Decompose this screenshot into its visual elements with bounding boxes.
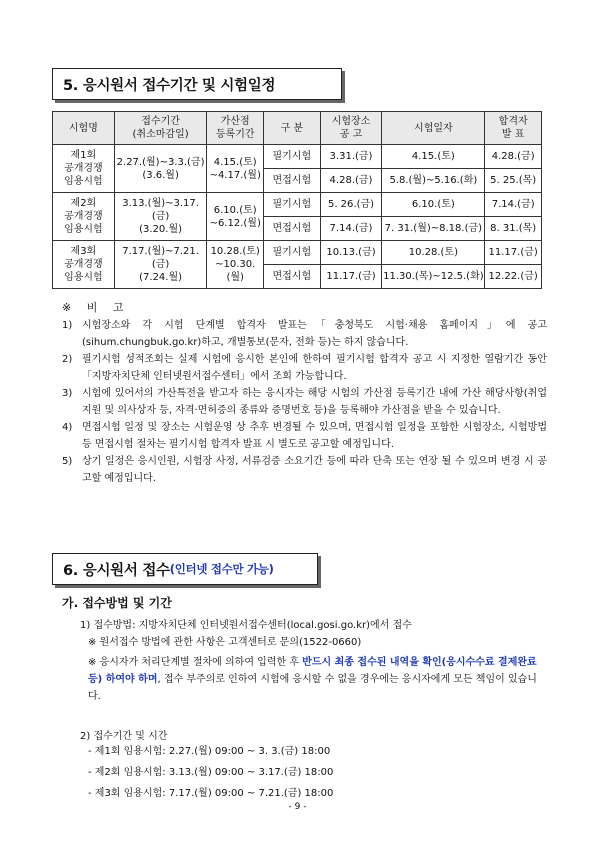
date-cell: 4.15.(토) [382,145,485,169]
date-cell: 10.28.(토) [382,241,485,265]
period-cell: 2.27.(월)~3.3.(금) (3.6.월) [114,145,207,193]
venue-cell: 11.17.(금) [320,265,382,289]
section-6-title: 6. 응시원서 접수 [63,562,170,579]
venue-cell: 10.13.(금) [320,241,382,265]
table-row [53,241,542,265]
type-cell: 필기시험 [264,241,321,265]
date-cell: 7. 31.(월)~8.18.(금) [382,217,485,241]
section-6-title-box [52,553,318,585]
exam-schedule-table [52,111,542,289]
exam-name-cell: 제2회 공개경쟁 임용시험 [53,193,115,241]
period-line: - 제1회 임용시험: 2.27.(월) 09:00 ~ 3. 3.(금) 18:00 [88,746,331,757]
section-5-title-box [52,68,342,100]
exam-name-cell: 제1회 공개경쟁 임용시험 [53,145,115,193]
header-venue: 시험장소 공 고 [320,112,382,145]
list-item: 1) 시험장소와 각 시험 단계별 합격자 발표는「충청북도 시험·채용 홈페이지」에 공고(sihum.chungbuk.go.kr)하고, 개별통보(문자, 전화 등)는 하지 않습니다. [62,320,547,348]
period-line: - 제2회 임용시험: 3.13.(월) 09:00 ~ 3.17.(금) 18:00 [88,767,334,778]
result-cell: 4.28.(금) [485,145,542,169]
table-row [53,145,542,169]
date-cell: 11.30.(목)~12.5.(화) [382,265,485,289]
venue-cell: 7.14.(금) [320,217,382,241]
bonus-cell: 10.28.(토) ~10.30.(월) [207,241,264,289]
section-6-note: (인터넷 접수만 가능) [169,562,274,576]
remarks-list [62,318,547,488]
venue-cell: 4.28.(금) [320,169,382,193]
venue-cell: 3.31.(금) [320,145,382,169]
list-item: 4) 면접시험 일정 및 장소는 시험운영 상 추후 변경될 수 있으며, 면접시험 일정을 포함한 시험장소, 시험방법 등 면접시험 절차는 필기시험 합격자 발표 시 별도로 공고할 예정입니다. [62,422,547,450]
type-cell: 면접시험 [264,217,321,241]
period-cell: 3.13.(월)~3.17.(금) (3.20.월) [114,193,207,241]
list-item: 5) 상기 일정은 응시인원, 시험장 사정, 서류검증 소요기간 등에 따라 단축 또는 연장 될 수 있으며 변경 시 공고할 예정입니다. [62,456,547,484]
header-result: 합격자 발 표 [485,112,542,145]
method-subtitle: 가. 접수방법 및 기간 [62,596,172,610]
type-cell: 필기시험 [264,145,321,169]
header-period: 접수기간 (취소마감일) [114,112,207,145]
header-date: 시험일자 [382,112,485,145]
header-exam: 시험명 [53,112,115,145]
method-line-1: 1) 접수방법: 지방자치단체 인터넷원서접수센터(local.gosi.go.kr)에서 접수 [80,620,412,631]
period-line: - 제3회 임용시험: 7.17.(월) 09:00 ~ 7.21.(금) 18:00 [88,788,334,799]
header-bonus: 가산점 등록기간 [207,112,264,145]
result-cell: 12.22.(금) [485,265,542,289]
date-cell: 5.8.(월)~5.16.(화) [382,169,485,193]
table-header-row [53,112,542,145]
period-cell: 7.17.(월)~7.21.(금) (7.24.월) [114,241,207,289]
section-5-title: 5. 응시원서 접수기간 및 시험일정 [63,77,276,94]
list-item: 2) 필기시험 성적조회는 실제 시험에 응시한 본인에 한하여 필기시험 합격자 공고 시 지정한 열람기간 동안「지방자치단체 인터넷원서접수센터」에서 조회 가능합니다. [62,354,547,382]
table-row [53,193,542,217]
method-note-1: ※ 원서접수 방법에 관한 사항은 고객센터로 문의(1522-0660) [88,637,362,648]
method-line-2: 2) 접수기간 및 시간 [80,731,168,742]
result-cell: 7.14.(금) [485,193,542,217]
bonus-cell: 4.15.(토) ~4.17.(월) [207,145,264,193]
date-cell: 6.10.(토) [382,193,485,217]
page-number: - 9 - [288,802,307,812]
result-cell: 8. 31.(목) [485,217,542,241]
header-type: 구 분 [264,112,321,145]
exam-name-cell: 제3회 공개경쟁 임용시험 [53,241,115,289]
type-cell: 면접시험 [264,169,321,193]
type-cell: 필기시험 [264,193,321,217]
remarks-heading: ※ 비 고 [62,301,130,314]
venue-cell: 5. 26.(금) [320,193,382,217]
list-item: 3) 시험에 있어서의 가산특전을 받고자 하는 응시자는 해당 시험의 가산점 등록기간 내에 가산 해당사항(취업지원 및 의사상자 등, 자격·면허증의 종류와 증명번호 등)을 등록해야 가산점을 받을 수 있습니다. [62,388,547,416]
result-cell: 11.17.(금) [485,241,542,265]
method-note-2: ※ 응시자가 처리단계별 절차에 의하여 입력한 후 반드시 최종 접수된 내역을 확인(응시수수료 결제완료 등) 하여야 하며, 접수 부주의로 인하여 시험에 응시할 수 없을 경우에는 응시자에게 모든 책임이 있습니다. [88,657,537,702]
result-cell: 5. 25.(목) [485,169,542,193]
type-cell: 면접시험 [264,265,321,289]
bonus-cell: 6.10.(토) ~6.12.(월) [207,193,264,241]
